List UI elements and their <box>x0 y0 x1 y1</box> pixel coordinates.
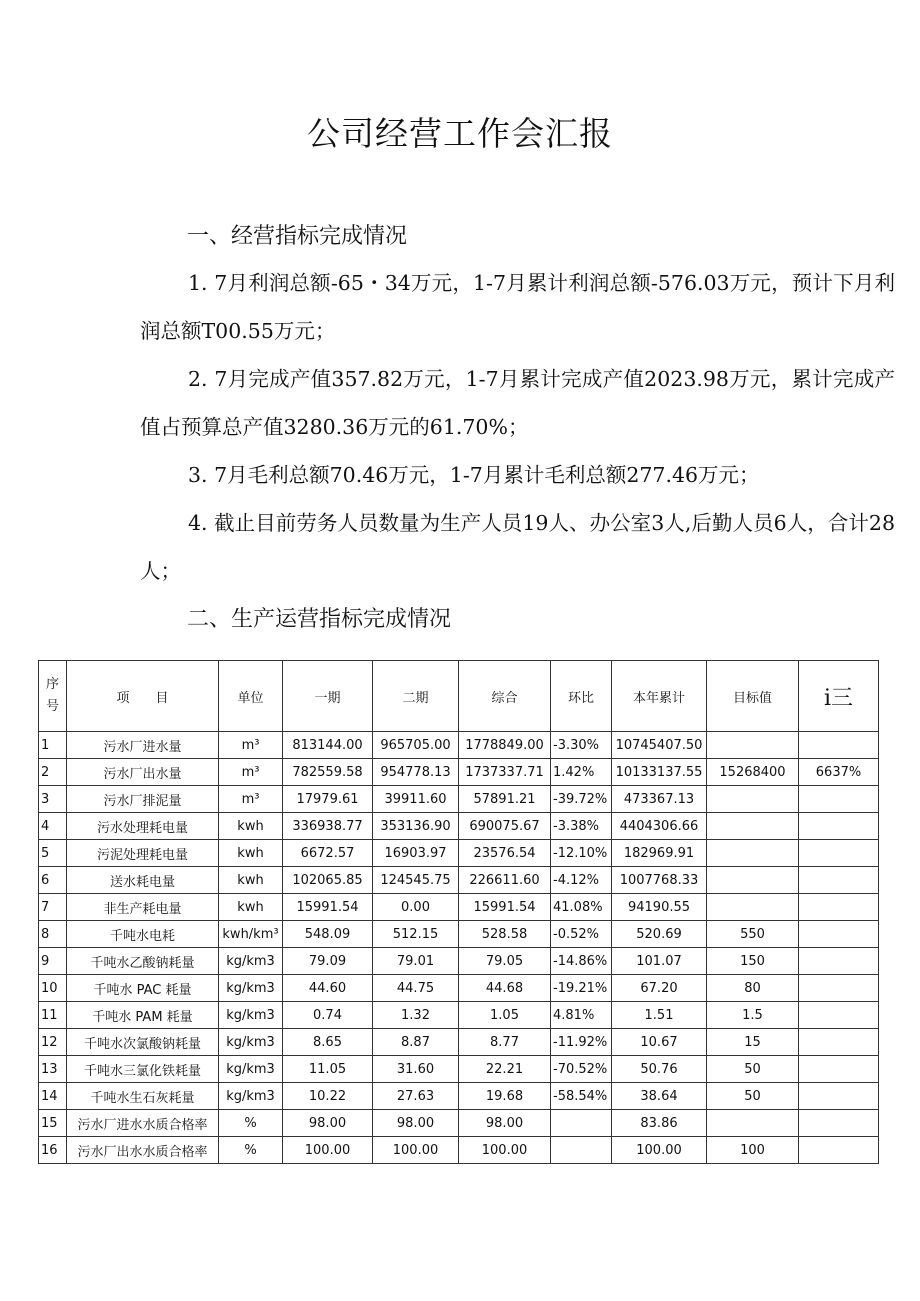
row-total: 22.21 <box>459 1056 551 1083</box>
header-item: 项 目 <box>67 661 219 732</box>
row-ytd: 38.64 <box>612 1083 707 1110</box>
row-target: 80 <box>707 975 799 1002</box>
row-phase-1: 0.74 <box>283 1002 373 1029</box>
row-phase-2: 8.87 <box>373 1029 459 1056</box>
row-phase-1: 98.00 <box>283 1110 373 1137</box>
row-total: 23576.54 <box>459 840 551 867</box>
row-phase-2: 353136.90 <box>373 813 459 840</box>
paragraph-4: 4. 截止目前劳务人员数量为生产人员19人、办公室3人,后勤人员6人，合计28人； <box>140 511 895 583</box>
row-extra <box>799 921 879 948</box>
row-phase-2: 1.32 <box>373 1002 459 1029</box>
row-unit: % <box>219 1137 283 1164</box>
header-extra: i三 <box>799 661 879 732</box>
row-ytd: 94190.55 <box>612 894 707 921</box>
row-total: 1737337.71 <box>459 759 551 786</box>
row-index: 10 <box>39 975 67 1002</box>
table-row <box>39 813 879 840</box>
row-unit: kwh/km³ <box>219 921 283 948</box>
row-ytd: 10745407.50 <box>612 732 707 759</box>
row-mom <box>551 1137 612 1164</box>
table-row <box>39 948 879 975</box>
row-unit: kg/km3 <box>219 1002 283 1029</box>
paragraph-3: 3. 7月毛利总额70.46万元，1-7月累计毛利总额277.46万元； <box>188 463 760 487</box>
row-phase-1: 8.65 <box>283 1029 373 1056</box>
row-mom: -19.21% <box>551 975 612 1002</box>
row-target: 100 <box>707 1137 799 1164</box>
row-phase-1: 11.05 <box>283 1056 373 1083</box>
row-index: 8 <box>39 921 67 948</box>
row-index: 11 <box>39 1002 67 1029</box>
row-unit: kg/km3 <box>219 975 283 1002</box>
row-phase-2: 100.00 <box>373 1137 459 1164</box>
row-mom: -12.10% <box>551 840 612 867</box>
row-item: 千吨水生石灰耗量 <box>67 1083 219 1110</box>
row-item: 送水耗电量 <box>67 867 219 894</box>
row-phase-2: 124545.75 <box>373 867 459 894</box>
row-index: 4 <box>39 813 67 840</box>
row-item: 污水处理耗电量 <box>67 813 219 840</box>
row-index: 13 <box>39 1056 67 1083</box>
row-index: 7 <box>39 894 67 921</box>
row-index: 3 <box>39 786 67 813</box>
row-item: 污水厂排泥量 <box>67 786 219 813</box>
row-phase-1: 15991.54 <box>283 894 373 921</box>
row-index: 1 <box>39 732 67 759</box>
header-total: 综合 <box>459 661 551 732</box>
row-phase-1: 6672.57 <box>283 840 373 867</box>
row-unit: kwh <box>219 894 283 921</box>
row-extra <box>799 1110 879 1137</box>
row-mom: -11.92% <box>551 1029 612 1056</box>
row-phase-1: 336938.77 <box>283 813 373 840</box>
row-target <box>707 867 799 894</box>
row-mom: -14.86% <box>551 948 612 975</box>
row-ytd: 10.67 <box>612 1029 707 1056</box>
paragraph-1: 1. 7月利润总额-65・34万元，1-7月累计利润总额-576.03万元，预计下月利润总额T00.55万元； <box>140 271 895 343</box>
row-item: 千吨水三氯化铁耗量 <box>67 1056 219 1083</box>
row-item: 污水厂出水量 <box>67 759 219 786</box>
row-mom: -39.72% <box>551 786 612 813</box>
row-index: 12 <box>39 1029 67 1056</box>
row-ytd: 50.76 <box>612 1056 707 1083</box>
row-extra <box>799 1029 879 1056</box>
row-target: 50 <box>707 1083 799 1110</box>
row-index: 2 <box>39 759 67 786</box>
row-ytd: 473367.13 <box>612 786 707 813</box>
row-ytd: 1007768.33 <box>612 867 707 894</box>
table-row <box>39 894 879 921</box>
row-target: 150 <box>707 948 799 975</box>
row-extra <box>799 786 879 813</box>
row-ytd: 101.07 <box>612 948 707 975</box>
row-phase-2: 98.00 <box>373 1110 459 1137</box>
row-total: 226611.60 <box>459 867 551 894</box>
row-extra <box>799 1137 879 1164</box>
row-extra: 6637% <box>799 759 879 786</box>
row-phase-2: 16903.97 <box>373 840 459 867</box>
row-item: 千吨水电耗 <box>67 921 219 948</box>
row-target <box>707 894 799 921</box>
row-mom: -3.38% <box>551 813 612 840</box>
row-phase-1: 100.00 <box>283 1137 373 1164</box>
row-item: 千吨水次氯酸钠耗量 <box>67 1029 219 1056</box>
row-extra <box>799 1056 879 1083</box>
row-mom: -4.12% <box>551 867 612 894</box>
row-item: 污水厂进水量 <box>67 732 219 759</box>
row-item: 千吨水乙酸钠耗量 <box>67 948 219 975</box>
header-phase-1: 一期 <box>283 661 373 732</box>
table-row <box>39 759 879 786</box>
row-extra <box>799 948 879 975</box>
row-ytd: 83.86 <box>612 1110 707 1137</box>
table-row <box>39 1002 879 1029</box>
row-unit: kg/km3 <box>219 1083 283 1110</box>
row-phase-1: 44.60 <box>283 975 373 1002</box>
row-mom: 4.81% <box>551 1002 612 1029</box>
row-ytd: 4404306.66 <box>612 813 707 840</box>
row-target <box>707 1110 799 1137</box>
table-row <box>39 1137 879 1164</box>
row-mom <box>551 1110 612 1137</box>
row-unit: kwh <box>219 840 283 867</box>
row-phase-2: 39911.60 <box>373 786 459 813</box>
page-title: 公司经营工作会汇报 <box>307 114 613 153</box>
row-index: 14 <box>39 1083 67 1110</box>
row-mom: -58.54% <box>551 1083 612 1110</box>
row-phase-2: 31.60 <box>373 1056 459 1083</box>
row-ytd: 1.51 <box>612 1002 707 1029</box>
row-target <box>707 840 799 867</box>
row-extra <box>799 867 879 894</box>
table-row <box>39 1056 879 1083</box>
row-unit: kwh <box>219 813 283 840</box>
row-target: 50 <box>707 1056 799 1083</box>
row-total: 98.00 <box>459 1110 551 1137</box>
row-target <box>707 786 799 813</box>
row-unit: kg/km3 <box>219 948 283 975</box>
row-phase-2: 0.00 <box>373 894 459 921</box>
row-unit: kg/km3 <box>219 1056 283 1083</box>
row-phase-2: 965705.00 <box>373 732 459 759</box>
row-extra <box>799 1083 879 1110</box>
row-unit: m³ <box>219 786 283 813</box>
row-total: 690075.67 <box>459 813 551 840</box>
table-row <box>39 1110 879 1137</box>
row-phase-2: 79.01 <box>373 948 459 975</box>
row-phase-1: 782559.58 <box>283 759 373 786</box>
row-item: 污水厂进水水质合格率 <box>67 1110 219 1137</box>
row-phase-2: 44.75 <box>373 975 459 1002</box>
row-unit: m³ <box>219 759 283 786</box>
table-row <box>39 840 879 867</box>
row-index: 9 <box>39 948 67 975</box>
table-row <box>39 975 879 1002</box>
row-phase-1: 17979.61 <box>283 786 373 813</box>
row-phase-1: 102065.85 <box>283 867 373 894</box>
row-index: 6 <box>39 867 67 894</box>
row-ytd: 520.69 <box>612 921 707 948</box>
row-item: 千吨水 PAC 耗量 <box>67 975 219 1002</box>
row-phase-1: 79.09 <box>283 948 373 975</box>
row-unit: m³ <box>219 732 283 759</box>
row-mom: -0.52% <box>551 921 612 948</box>
row-item: 污泥处理耗电量 <box>67 840 219 867</box>
row-item: 非生产耗电量 <box>67 894 219 921</box>
row-index: 16 <box>39 1137 67 1164</box>
row-ytd: 100.00 <box>612 1137 707 1164</box>
row-mom: 1.42% <box>551 759 612 786</box>
header-unit: 单位 <box>219 661 283 732</box>
row-total: 100.00 <box>459 1137 551 1164</box>
row-unit: kwh <box>219 867 283 894</box>
row-target <box>707 813 799 840</box>
row-total: 57891.21 <box>459 786 551 813</box>
row-mom: -70.52% <box>551 1056 612 1083</box>
row-ytd: 182969.91 <box>612 840 707 867</box>
row-target: 550 <box>707 921 799 948</box>
row-target: 15 <box>707 1029 799 1056</box>
row-total: 8.77 <box>459 1029 551 1056</box>
header-index: 序号 <box>39 661 67 732</box>
header-ytd: 本年累计 <box>612 661 707 732</box>
row-phase-1: 10.22 <box>283 1083 373 1110</box>
row-extra <box>799 732 879 759</box>
row-mom: 41.08% <box>551 894 612 921</box>
row-index: 5 <box>39 840 67 867</box>
row-extra <box>799 1002 879 1029</box>
row-phase-2: 954778.13 <box>373 759 459 786</box>
row-mom: -3.30% <box>551 732 612 759</box>
paragraph-2: 2. 7月完成产值357.82万元，1-7月累计完成产值2023.98万元，累计完成产值占预算总产值3280.36万元的61.70%； <box>140 367 895 439</box>
row-target <box>707 732 799 759</box>
table-row <box>39 732 879 759</box>
operations-table <box>38 660 879 1164</box>
row-total: 19.68 <box>459 1083 551 1110</box>
table-header-row <box>39 661 879 732</box>
row-phase-1: 548.09 <box>283 921 373 948</box>
row-extra <box>799 813 879 840</box>
row-target: 15268400 <box>707 759 799 786</box>
row-total: 1.05 <box>459 1002 551 1029</box>
row-total: 44.68 <box>459 975 551 1002</box>
row-target: 1.5 <box>707 1002 799 1029</box>
row-total: 528.58 <box>459 921 551 948</box>
row-total: 79.05 <box>459 948 551 975</box>
row-ytd: 67.20 <box>612 975 707 1002</box>
table-row <box>39 786 879 813</box>
row-extra <box>799 840 879 867</box>
row-extra <box>799 894 879 921</box>
row-phase-2: 512.15 <box>373 921 459 948</box>
row-phase-2: 27.63 <box>373 1083 459 1110</box>
table-row <box>39 1083 879 1110</box>
row-item: 污水厂出水水质合格率 <box>67 1137 219 1164</box>
header-phase-2: 二期 <box>373 661 459 732</box>
table-row <box>39 867 879 894</box>
row-ytd: 10133137.55 <box>612 759 707 786</box>
table-row <box>39 921 879 948</box>
row-phase-1: 813144.00 <box>283 732 373 759</box>
row-extra <box>799 975 879 1002</box>
header-mom: 环比 <box>551 661 612 732</box>
row-index: 15 <box>39 1110 67 1137</box>
row-unit: kg/km3 <box>219 1029 283 1056</box>
header-target: 目标值 <box>707 661 799 732</box>
section-2-heading: 二、生产运营指标完成情况 <box>187 607 452 632</box>
row-total: 1778849.00 <box>459 732 551 759</box>
row-unit: % <box>219 1110 283 1137</box>
section-1-heading: 一、经营指标完成情况 <box>187 224 408 249</box>
row-total: 15991.54 <box>459 894 551 921</box>
table-row <box>39 1029 879 1056</box>
row-item: 千吨水 PAM 耗量 <box>67 1002 219 1029</box>
